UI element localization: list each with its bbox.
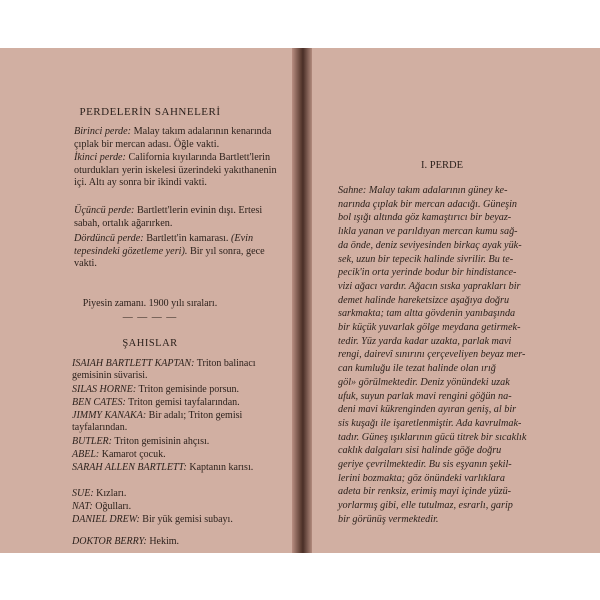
scene-2-text: California kıyılarında Bartlett'lerin oturdukları yerin iskelesi üzerindeki yakıthanenin içi. Altı ay sonra bir ikindi vakti. xyxy=(74,152,277,189)
stage-direction xyxy=(338,184,553,527)
scene-2-label: İkinci perde: xyxy=(74,152,126,163)
scene-1 xyxy=(74,126,289,151)
character-name: BEN CATES: xyxy=(72,397,126,408)
scene-4 xyxy=(74,233,289,271)
character-entry xyxy=(72,501,292,513)
scene-4-text: Bartlett'in kamarası. xyxy=(146,233,229,244)
character-desc: Oğulları. xyxy=(95,501,132,512)
character-desc: Kaptanın karısı. xyxy=(189,462,254,473)
character-desc: Triton gemisinin ahçısı. xyxy=(114,436,210,447)
text-line: geriye çevrilmektedir. Bu sis eşyanın şekil- xyxy=(338,459,512,471)
scenes-heading: PERDELERİN SAHNELERİ xyxy=(79,106,221,118)
character-entry xyxy=(72,488,292,500)
character-name: JIMMY KANAKA: xyxy=(72,410,147,421)
text-line: göl» görülmektedir. Deniz yönündeki uzak xyxy=(338,376,510,388)
text-line: tadır. Güneş ışıklarının gücü titrek bir sıcaklık xyxy=(338,431,527,443)
character-entry xyxy=(72,436,292,448)
text-line: adeta bir renksiz, erimiş mayi içinde yüzü- xyxy=(338,486,512,498)
book-spread xyxy=(0,48,600,553)
scene-4-text-after: Bir yıl sonra, gece vakti. xyxy=(74,245,265,270)
character-desc: Bir yük gemisi subayı. xyxy=(142,514,233,525)
right-page-content xyxy=(304,48,600,553)
character-name: SUE: xyxy=(72,488,94,499)
character-name: DOKTOR BERRY: xyxy=(72,536,147,547)
text-line: ufuk, suyun parlak mavi rengini göğün na- xyxy=(338,390,512,402)
character-entry xyxy=(72,358,292,382)
character-name: SILAS HORNE: xyxy=(72,384,137,395)
text-line: rengi, dairevî sınırını çerçeveliyen beyaz mer- xyxy=(338,349,526,361)
character-desc: Triton balinacı gemisinin süvarisi. xyxy=(72,358,256,381)
text-line: lıkla yanan ve parıldıyan mercan kumu sağ- xyxy=(338,226,518,238)
text-line: demet halinde hareketsizce aşağıya doğru xyxy=(338,294,510,306)
character-entry xyxy=(72,536,292,548)
scene-1-label: Birinci perde: xyxy=(74,126,132,137)
text-line: caklık dalgaları sisi halinde göğe doğru xyxy=(338,445,502,457)
character-name: ISAIAH BARTLETT KAPTAN: xyxy=(72,358,195,369)
text-line: sis kuşağı ile işaretlenmiştir. Ada kavrulmak- xyxy=(338,417,522,429)
time-note: Piyesin zamanı. 1900 yılı sıraları. xyxy=(82,298,218,309)
scene-4-label: Dördüncü perde: xyxy=(74,233,144,244)
character-entry xyxy=(72,384,292,396)
text-line: pecik'in orta yerinde bodur bir hindistance- xyxy=(338,267,517,279)
text-line: yorlarmış gibi, elle tutulmaz, esrarlı, garip xyxy=(338,500,513,512)
text-line: bol ışığı altında göz kamaştırıcı bir beyaz- xyxy=(338,212,512,224)
characters-heading: ŞAHISLAR xyxy=(122,338,178,349)
act-title: I. PERDE xyxy=(421,160,463,171)
character-entry xyxy=(72,449,292,461)
scene-4-italic: (Evin tepesindeki gözetleme yeri). xyxy=(74,233,254,257)
character-desc: Bir adalı; Triton gemisi tayfalarından. xyxy=(72,410,243,433)
character-entry xyxy=(72,410,292,434)
scene-2 xyxy=(74,152,289,190)
text-line: vizi ağacı vardır. Ağacın sıska yaprakları bir xyxy=(338,280,521,292)
scene-1-text: Malay takım adalarının kenarında çıplak bir mercan adası. Öğle vakti. xyxy=(74,126,272,150)
left-page-content xyxy=(0,48,300,553)
text-line: deni mavi kükrenginden ayıran geniş, al bir xyxy=(338,404,517,416)
scene-3-label: Üçüncü perde: xyxy=(74,205,135,216)
character-name: DANIEL DREW: xyxy=(72,514,140,525)
text-line: tedir. Yüz yarda kadar uzakta, parlak mavi xyxy=(338,335,512,347)
character-entry xyxy=(72,514,292,526)
text-line: da önde, deniz seviyesinden birkaç ayak yük- xyxy=(338,239,522,251)
character-desc: Hekim. xyxy=(149,536,180,547)
divider-dashes: — — — — xyxy=(122,312,178,323)
character-desc: Triton gemisi tayfalarından. xyxy=(128,397,240,408)
text-line: lerini bozmakta; göz önündeki varlıklara xyxy=(338,472,505,484)
text-line: bir görünüş vermektedir. xyxy=(338,513,439,525)
text-line: bir küçük yuvarlak gölge meydana getirmek- xyxy=(338,322,521,334)
character-desc: Kamarot çocuk. xyxy=(101,449,166,460)
character-name: NAT: xyxy=(72,501,93,512)
character-entry xyxy=(72,397,292,409)
character-name: SARAH ALLEN BARTLETT: xyxy=(72,462,187,473)
text-line: Sahne: Malay takım adalarının güney ke- xyxy=(338,185,508,196)
character-desc: Triton gemisinde porsun. xyxy=(138,384,239,395)
character-entry xyxy=(72,462,292,474)
scene-3 xyxy=(74,205,289,230)
text-line: sarkmakta; tam altta gövdenin yanıbaşında xyxy=(338,308,516,320)
character-name: BUTLER: xyxy=(72,436,112,447)
scene-3-text: Bartlett'lerin evinin dışı. Ertesi sabah, ortalık ağarırken. xyxy=(74,205,263,229)
text-line: can kumluğu ile tezat halinde olan ırığ xyxy=(338,363,496,375)
text-line: narında çıplak bir mercan adacığı. Güneşin xyxy=(338,198,518,210)
character-desc: Kızları. xyxy=(96,488,127,499)
text-line: sek, uzun bir tepecik halinde sivrilir. Bu te- xyxy=(338,253,514,265)
character-name: ABEL: xyxy=(72,449,100,460)
